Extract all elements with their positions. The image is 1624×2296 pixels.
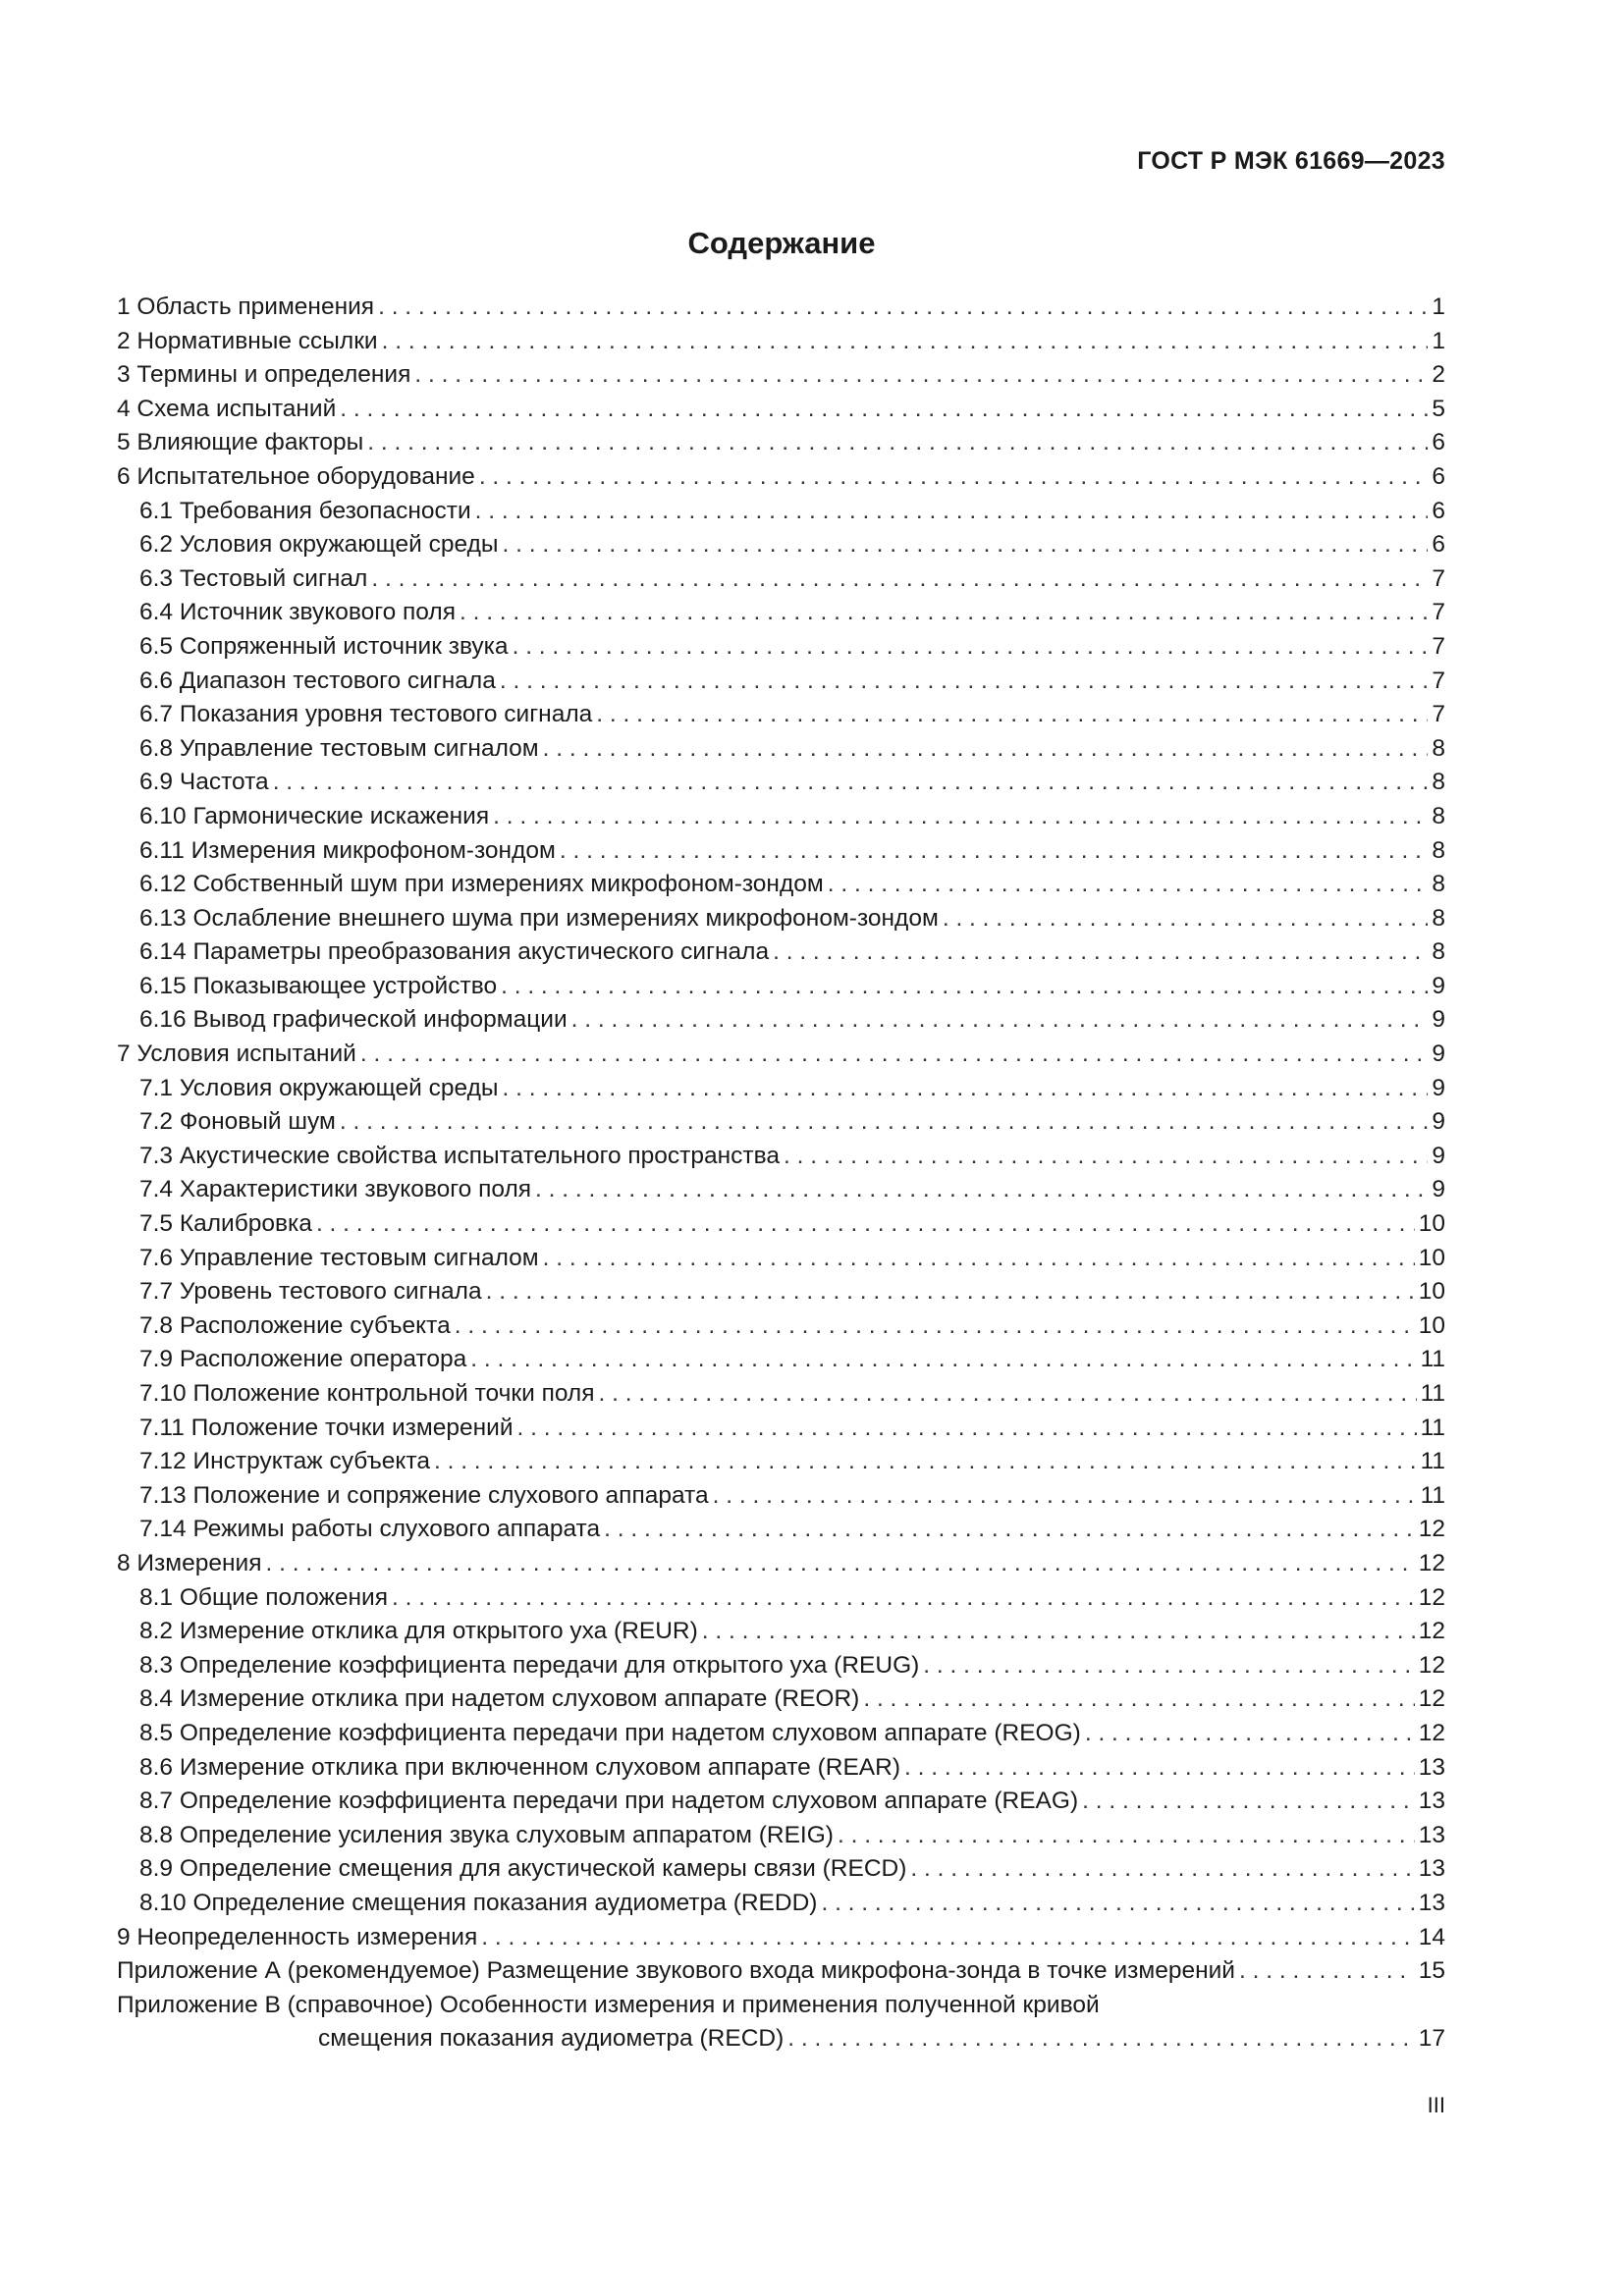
toc-entry[interactable] [117,1513,1445,1547]
dot-leader [773,935,1428,970]
toc-page-number: 7 [1432,632,1445,660]
toc-page-number: 10 [1418,1278,1445,1306]
toc-entry-text: 7.1 Условия окружающей среды [139,1074,499,1101]
toc-page-number: 11 [1420,1481,1445,1509]
dot-leader [943,902,1429,936]
toc-entry-text: 6.10 Гармонические искажения [139,802,490,829]
toc-entry-text: 6.12 Собственный шум при измерениях микрофоном-зондом [139,871,824,898]
dot-leader [455,1309,1415,1344]
dot-leader [863,1682,1414,1717]
toc-page-number: 13 [1418,1821,1445,1848]
dot-leader [702,1615,1415,1649]
toc-entry[interactable] [117,1003,1445,1038]
toc-page-number: 10 [1418,1210,1445,1238]
dot-leader [543,732,1429,767]
dot-leader [340,1105,1428,1140]
dot-leader [316,1207,1415,1242]
toc-entry[interactable] [117,902,1445,936]
toc-entry[interactable] [117,1989,1445,2056]
toc-entry-text: 6.9 Частота [139,769,269,796]
dot-leader [367,426,1428,460]
toc-entry-text: 8.9 Определение смещения для акустической камеры связи (RECD) [139,1855,907,1883]
toc-entry-text: 6.6 Диапазон тестового сигнала [139,667,496,694]
dot-leader [501,970,1428,1004]
toc-entry[interactable] [117,1207,1445,1242]
toc-page-number: 9 [1432,972,1445,999]
toc-page-number: 13 [1418,1788,1445,1815]
toc-page-number: 11 [1420,1346,1445,1373]
document-code: ГОСТ Р МЭК 61669—2023 [1137,147,1445,175]
toc-entry-text: 6.5 Сопряженный источник звука [139,632,509,660]
toc-entry[interactable] [117,1785,1445,1819]
toc-entry[interactable] [117,1649,1445,1683]
toc-page-number: 8 [1432,734,1445,762]
toc-entry[interactable] [117,1682,1445,1717]
dot-leader [500,665,1429,699]
dot-leader [360,1038,1428,1072]
toc-entry[interactable] [117,1751,1445,1786]
toc-entry[interactable] [117,528,1445,562]
toc-entry[interactable] [117,1547,1445,1581]
toc-entry[interactable] [117,1173,1445,1207]
toc-entry-text: 7.2 Фоновый шум [139,1108,336,1136]
dot-leader [571,1003,1429,1038]
toc-page-number: 8 [1432,904,1445,932]
dot-leader [517,1412,1417,1446]
dot-leader [503,528,1429,562]
dot-leader [434,1445,1417,1479]
toc-entry[interactable] [117,1887,1445,1921]
toc-page-number: 13 [1418,1889,1445,1916]
toc-page-number: 8 [1432,938,1445,966]
dot-leader [371,562,1428,597]
toc-entry[interactable] [117,393,1445,427]
toc-entry-text: 6.16 Вывод графической информации [139,1006,568,1034]
toc-entry-text: 7.4 Характеристики звукового поля [139,1176,532,1203]
dot-leader [493,800,1428,834]
dot-leader [910,1852,1414,1887]
toc-entry[interactable] [117,291,1445,325]
toc-entry-text: 8 Измерения [117,1549,262,1576]
dot-leader [382,325,1429,359]
toc-entry[interactable] [117,358,1445,393]
toc-page-number: 8 [1432,802,1445,829]
dot-leader [543,1242,1415,1276]
toc-page-number: 2 [1432,361,1445,389]
toc-entry[interactable] [117,834,1445,869]
toc-entry-text: 6.15 Показывающее устройство [139,972,498,999]
dot-leader [923,1649,1414,1683]
dot-leader [599,1377,1417,1412]
toc-page-number: 12 [1418,1516,1445,1543]
dot-leader [503,1072,1429,1106]
toc-entry[interactable] [117,1343,1445,1377]
toc-page-number: 15 [1418,1957,1445,1985]
toc-entry[interactable] [117,325,1445,359]
dot-leader [340,393,1428,427]
toc-entry[interactable] [117,1717,1445,1751]
toc-entry-text: 9 Неопределенность измерения [117,1923,478,1950]
toc-page-number: 12 [1418,1651,1445,1679]
dot-leader [481,1921,1414,1955]
toc-page-number: 7 [1432,701,1445,728]
toc-entry-text: 6.14 Параметры преобразования акустического сигнала [139,938,770,966]
dot-leader [265,1547,1414,1581]
dot-leader [535,1173,1428,1207]
toc-entry[interactable] [117,1309,1445,1344]
toc-entry[interactable] [117,665,1445,699]
dot-leader [560,834,1429,869]
toc-entry-text: 2 Нормативные ссылки [117,327,378,354]
toc-page-number: 12 [1418,1719,1445,1746]
toc-entry-text: 7.9 Расположение оператора [139,1346,467,1373]
toc-entry-text: 6.2 Условия окружающей среды [139,531,499,559]
toc-page-number: 9 [1432,1176,1445,1203]
dot-leader [479,460,1429,495]
toc-entry[interactable] [117,1819,1445,1853]
toc-page-number: 12 [1418,1685,1445,1713]
dot-leader [787,2022,1415,2056]
toc-page-number: 6 [1432,497,1445,524]
toc-entry[interactable] [117,766,1445,800]
toc-entry-text: 6.1 Требования безопасности [139,497,471,524]
toc-entry-text-continued: смещения показания аудиометра (RECD) [318,2025,785,2053]
toc-entry-text: Приложение В (справочное) Особенности измерения и применения полученной кривой [117,1991,1100,2018]
toc-page-number: 14 [1418,1923,1445,1950]
dot-leader [460,596,1428,630]
dot-leader [828,868,1429,902]
toc-page-number: 8 [1432,769,1445,796]
toc-page-number: 8 [1432,836,1445,864]
toc-entry-text: 1 Область применения [117,294,375,320]
dot-leader [1239,1954,1415,1989]
toc-page-number: 12 [1418,1618,1445,1645]
toc-page-number: 11 [1420,1448,1445,1475]
dot-leader [513,630,1429,665]
toc-entry[interactable] [117,1242,1445,1276]
toc-page-number: 1 [1432,294,1445,320]
toc-entry-text: 8.2 Измерение отклика для открытого уха (REUR) [139,1618,698,1645]
dot-leader [475,495,1429,529]
toc-entry[interactable] [117,1038,1445,1072]
toc-page-number: 9 [1432,1006,1445,1034]
toc-entry-text: 7 Условия испытаний [117,1041,356,1068]
toc-page-number: 7 [1432,564,1445,592]
toc-page-number: 1 [1432,327,1445,354]
dot-leader [1082,1785,1415,1819]
toc-page-number: 17 [1418,2025,1445,2053]
toc-entry-text: 8.10 Определение смещения показания аудиометра (REDD) [139,1889,818,1916]
toc-entry-text: 6 Испытательное оборудование [117,462,475,490]
toc-entry-text: 7.3 Акустические свойства испытательного пространства [139,1142,781,1169]
toc-entry[interactable] [117,1072,1445,1106]
toc-entry[interactable] [117,698,1445,732]
toc-entry-text: 8.1 Общие положения [139,1583,389,1611]
toc-entry[interactable] [117,562,1445,597]
toc-page-number: 11 [1420,1380,1445,1407]
toc-entry-text: 8.7 Определение коэффициента передачи при надетом слуховом аппарате (REAG) [139,1788,1079,1815]
toc-entry[interactable] [117,495,1445,529]
toc-entry-text: Приложение А (рекомендуемое) Размещение звукового входа микрофона-зонда в точке измерений [117,1957,1235,1985]
toc-entry-text: 3 Термины и определения [117,361,411,389]
toc-entry[interactable] [117,970,1445,1004]
dot-leader [904,1751,1415,1786]
toc-entry[interactable] [117,1852,1445,1887]
dot-leader [486,1275,1415,1309]
toc-entry[interactable] [117,732,1445,767]
dot-leader [838,1819,1415,1853]
toc-entry-text: 6.13 Ослабление внешнего шума при измерениях микрофоном-зондом [139,904,939,932]
toc-entry-text: 6.8 Управление тестовым сигналом [139,734,539,762]
toc-entry-text: 8.3 Определение коэффициента передачи для открытого уха (REUG) [139,1651,920,1679]
toc-page-number: 10 [1418,1311,1445,1339]
toc-page-number: 6 [1432,429,1445,456]
toc-entry-text: 4 Схема испытаний [117,395,337,422]
toc-page-number: 9 [1432,1074,1445,1101]
toc-entry-text: 7.7 Уровень тестового сигнала [139,1278,482,1306]
toc-page-number: 9 [1432,1142,1445,1169]
toc-entry-text: 7.5 Калибровка [139,1210,312,1238]
toc-page-number: 7 [1432,599,1445,626]
table-of-contents [117,291,1445,2056]
toc-entry[interactable] [117,1954,1445,1989]
toc-entry[interactable] [117,1615,1445,1649]
dot-leader [470,1343,1416,1377]
toc-entry[interactable] [117,868,1445,902]
toc-entry[interactable] [117,1445,1445,1479]
toc-entry-text: 7.6 Управление тестовым сигналом [139,1244,539,1271]
toc-page-number: 5 [1432,395,1445,422]
toc-page-number: 9 [1432,1041,1445,1068]
toc-page-number: 8 [1432,871,1445,898]
toc-entry[interactable] [117,935,1445,970]
dot-leader [273,766,1429,800]
toc-entry[interactable] [117,1275,1445,1309]
toc-page-number: 12 [1418,1549,1445,1576]
toc-entry-text: 6.7 Показания уровня тестового сигнала [139,701,593,728]
toc-page-number: 9 [1432,1108,1445,1136]
toc-entry-text: 7.12 Инструктаж субъекта [139,1448,430,1475]
dot-leader [596,698,1428,732]
dot-leader [604,1513,1415,1547]
toc-page-number: 13 [1418,1753,1445,1781]
toc-entry-text: 7.11 Положение точки измерений [139,1414,514,1441]
page-number: III [1427,2093,1445,2117]
toc-entry-text: 7.14 Режимы работы слухового аппарата [139,1516,601,1543]
toc-entry[interactable] [117,800,1445,834]
toc-page-number: 13 [1418,1855,1445,1883]
dot-leader [1085,1717,1415,1751]
dot-leader [378,291,1428,325]
toc-entry-text: 6.11 Измерения микрофоном-зондом [139,836,556,864]
toc-entry[interactable] [117,1921,1445,1955]
toc-entry[interactable] [117,426,1445,460]
toc-page-number: 6 [1432,462,1445,490]
toc-entry[interactable] [117,460,1445,495]
toc-page-number: 7 [1432,667,1445,694]
toc-entry[interactable] [117,596,1445,630]
toc-page-number: 12 [1418,1583,1445,1611]
dot-leader [414,358,1428,393]
toc-title: Содержание [687,226,876,260]
toc-entry-text: 7.8 Расположение субъекта [139,1311,451,1339]
toc-entry-text: 7.10 Положение контрольной точки поля [139,1380,595,1407]
toc-page-number: 11 [1420,1414,1445,1441]
toc-entry-text: 8.8 Определение усиления звука слуховым аппаратом (REIG) [139,1821,834,1848]
dot-leader [821,1887,1414,1921]
toc-entry-text: 7.13 Положение и сопряжение слухового аппарата [139,1481,709,1509]
toc-entry[interactable] [117,1479,1445,1514]
toc-entry[interactable] [117,630,1445,665]
dot-leader [392,1581,1415,1616]
toc-page-number: 10 [1418,1244,1445,1271]
toc-entry-text: 6.3 Тестовый сигнал [139,564,368,592]
toc-entry[interactable] [117,1140,1445,1174]
toc-entry[interactable] [117,1377,1445,1412]
dot-leader [784,1140,1428,1174]
toc-entry-text: 6.4 Источник звукового поля [139,599,456,626]
toc-page-number: 6 [1432,531,1445,559]
toc-entry-text: 8.5 Определение коэффициента передачи при надетом слуховом аппарате (REOG) [139,1719,1081,1746]
toc-entry-text: 8.6 Измерение отклика при включенном слуховом аппарате (REAR) [139,1753,900,1781]
toc-entry[interactable] [117,1581,1445,1616]
toc-entry[interactable] [117,1412,1445,1446]
dot-leader [713,1479,1417,1514]
toc-entry-text: 5 Влияющие факторы [117,429,364,456]
toc-entry-text: 8.4 Измерение отклика при надетом слуховом аппарате (REOR) [139,1685,860,1713]
toc-entry[interactable] [117,1105,1445,1140]
